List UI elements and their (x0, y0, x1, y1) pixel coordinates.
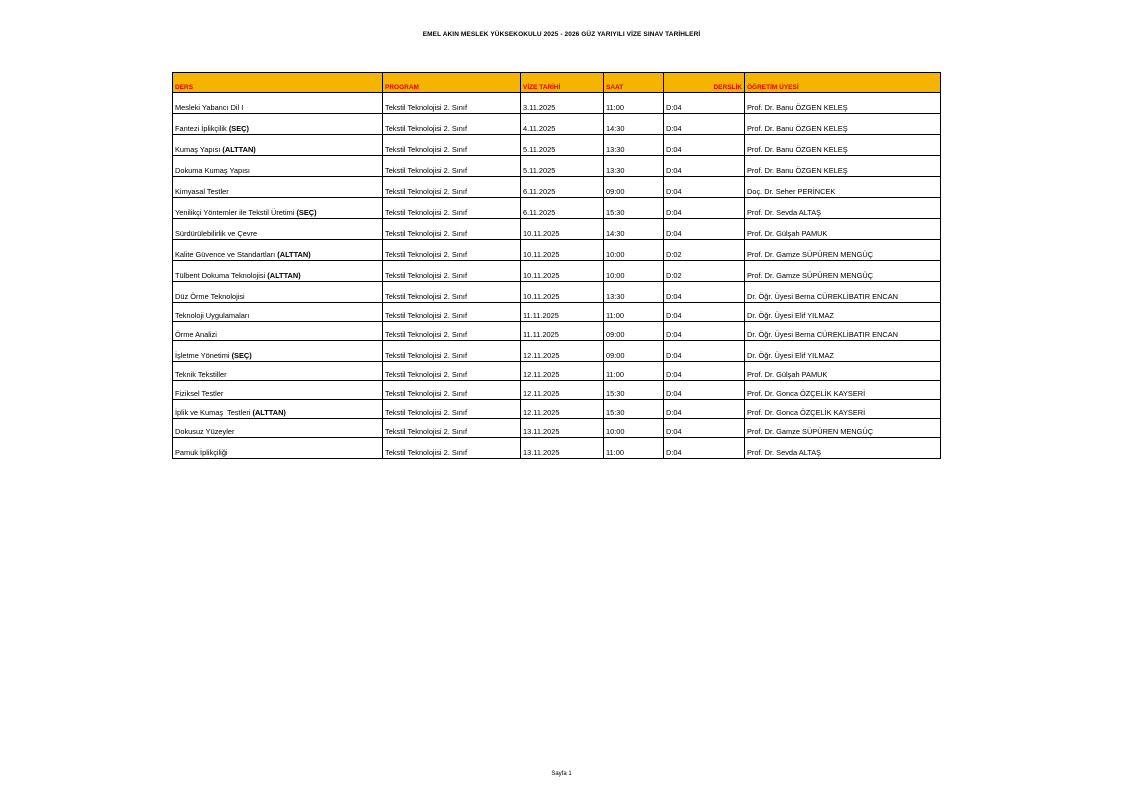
exam-schedule-table (172, 72, 941, 459)
cell-course (173, 177, 383, 198)
cell-program: Tekstil Teknolojisi 2. Sınıf (383, 341, 521, 362)
course-name: Yenilikçi Yöntemler ile Tekstil Üretimi (175, 208, 297, 217)
cell-instructor: Prof. Dr. Gamze SÜPÜREN MENGÜÇ (745, 419, 941, 438)
table-row (173, 438, 941, 459)
course-name: Kimyasal Testler (175, 187, 229, 196)
table-header-row (173, 73, 941, 93)
cell-instructor: Dr. Öğr. Üyesi Berna CÜREKLİBATIR ENCAN (745, 322, 941, 341)
cell-date: 10.11.2025 (521, 219, 604, 240)
cell-room: D:04 (664, 303, 745, 322)
course-name: Kalite Güvence ve Standartları (175, 250, 278, 259)
cell-instructor: Dr. Öğr. Üyesi Elif YILMAZ (745, 341, 941, 362)
header-ders: DERS (173, 73, 383, 93)
table-row (173, 303, 941, 322)
cell-time: 10:00 (604, 261, 664, 282)
cell-instructor: Prof. Dr. Gamze SÜPÜREN MENGÜÇ (745, 261, 941, 282)
course-name: Örme Analizi (175, 330, 217, 339)
table-row (173, 381, 941, 400)
cell-instructor: Prof. Dr. Gülşah PAMUK (745, 219, 941, 240)
cell-time: 13:30 (604, 135, 664, 156)
table-row (173, 177, 941, 198)
cell-program: Tekstil Teknolojisi 2. Sınıf (383, 198, 521, 219)
cell-course (173, 240, 383, 261)
cell-course (173, 219, 383, 240)
cell-program: Tekstil Teknolojisi 2. Sınıf (383, 282, 521, 303)
course-name: Fiziksel Testler (175, 389, 224, 398)
cell-room: D:02 (664, 240, 745, 261)
table-row (173, 156, 941, 177)
cell-date: 13.11.2025 (521, 438, 604, 459)
cell-room: D:04 (664, 438, 745, 459)
course-name: Fantezi İplikçilik (175, 124, 229, 133)
cell-room: D:04 (664, 419, 745, 438)
cell-course (173, 341, 383, 362)
cell-instructor: Prof. Dr. Gamze SÜPÜREN MENGÜÇ (745, 240, 941, 261)
cell-program: Tekstil Teknolojisi 2. Sınıf (383, 135, 521, 156)
cell-time: 09:00 (604, 322, 664, 341)
cell-date: 12.11.2025 (521, 362, 604, 381)
cell-instructor: Prof. Dr. Gülşah PAMUK (745, 362, 941, 381)
cell-time: 11:00 (604, 303, 664, 322)
cell-room: D:04 (664, 135, 745, 156)
table-row (173, 135, 941, 156)
cell-program: Tekstil Teknolojisi 2. Sınıf (383, 219, 521, 240)
cell-course (173, 261, 383, 282)
cell-time: 14:30 (604, 114, 664, 135)
cell-program: Tekstil Teknolojisi 2. Sınıf (383, 419, 521, 438)
cell-room: D:04 (664, 341, 745, 362)
cell-time: 11:00 (604, 93, 664, 114)
cell-program: Tekstil Teknolojisi 2. Sınıf (383, 303, 521, 322)
cell-time: 13:30 (604, 282, 664, 303)
course-name: Dokuma Kumaş Yapısı (175, 166, 250, 175)
course-tag: (ALTTAN) (252, 408, 286, 417)
cell-course (173, 135, 383, 156)
table-row (173, 322, 941, 341)
cell-instructor: Prof. Dr. Banu ÖZGEN KELEŞ (745, 93, 941, 114)
cell-course (173, 381, 383, 400)
cell-instructor: Prof. Dr. Gonca ÖZÇELİK KAYSERİ (745, 400, 941, 419)
cell-course (173, 198, 383, 219)
cell-instructor: Prof. Dr. Banu ÖZGEN KELEŞ (745, 156, 941, 177)
cell-room: D:02 (664, 261, 745, 282)
header-program: PROGRAM (383, 73, 521, 93)
cell-instructor: Dr. Öğr. Üyesi Elif YILMAZ (745, 303, 941, 322)
cell-course (173, 400, 383, 419)
cell-instructor: Prof. Dr. Gonca ÖZÇELİK KAYSERİ (745, 381, 941, 400)
header-saat: SAAT (604, 73, 664, 93)
course-name: Pamuk İplikçiliği (175, 448, 228, 457)
course-tag: (SEÇ) (228, 124, 249, 133)
cell-instructor: Prof. Dr. Sevda ALTAŞ (745, 438, 941, 459)
course-name: Tülbent Dokuma Teknolojisi (175, 271, 268, 280)
cell-room: D:04 (664, 400, 745, 419)
cell-date: 11.11.2025 (521, 322, 604, 341)
cell-instructor: Doç. Dr. Seher PERİNCEK (745, 177, 941, 198)
cell-time: 15:30 (604, 400, 664, 419)
table-row (173, 341, 941, 362)
cell-date: 10.11.2025 (521, 282, 604, 303)
cell-time: 09:00 (604, 177, 664, 198)
cell-instructor: Prof. Dr. Banu ÖZGEN KELEŞ (745, 114, 941, 135)
course-tag: (ALTTAN) (222, 145, 256, 154)
cell-date: 6.11.2025 (521, 198, 604, 219)
course-name: Sürdürülebilirlik ve Çevre (175, 229, 258, 238)
cell-time: 10:00 (604, 240, 664, 261)
cell-date: 6.11.2025 (521, 177, 604, 198)
table-row (173, 261, 941, 282)
cell-program: Tekstil Teknolojisi 2. Sınıf (383, 438, 521, 459)
course-name: Teknik Tekstiller (175, 370, 227, 379)
cell-program: Tekstil Teknolojisi 2. Sınıf (383, 322, 521, 341)
cell-date: 10.11.2025 (521, 240, 604, 261)
table-row (173, 93, 941, 114)
cell-date: 12.11.2025 (521, 400, 604, 419)
header-vize-tarihi: VİZE TARİHİ (521, 73, 604, 93)
cell-time: 13:30 (604, 156, 664, 177)
table-row (173, 362, 941, 381)
cell-program: Tekstil Teknolojisi 2. Sınıf (383, 261, 521, 282)
cell-room: D:04 (664, 93, 745, 114)
table-row (173, 419, 941, 438)
page-title: EMEL AKIN MESLEK YÜKSEKOKULU 2025 - 2026 GÜZ YARIYILI VİZE SINAV TARİHLERİ (422, 31, 701, 38)
table-row (173, 219, 941, 240)
course-name: Teknoloji Uygulamaları (175, 311, 250, 320)
cell-date: 5.11.2025 (521, 156, 604, 177)
cell-instructor: Dr. Öğr. Üyesi Berna CÜREKLİBATIR ENCAN (745, 282, 941, 303)
course-tag: (SEÇ) (231, 351, 252, 360)
cell-program: Tekstil Teknolojisi 2. Sınıf (383, 400, 521, 419)
cell-time: 11:00 (604, 438, 664, 459)
cell-room: D:04 (664, 177, 745, 198)
course-name: Kumaş Yapısı (175, 145, 223, 154)
cell-room: D:04 (664, 219, 745, 240)
cell-program: Tekstil Teknolojisi 2. Sınıf (383, 240, 521, 261)
cell-course (173, 362, 383, 381)
cell-course (173, 322, 383, 341)
page-number: Sayfa 1 (551, 771, 572, 777)
course-name: İplik ve Kumaş Testleri (175, 408, 253, 417)
cell-room: D:04 (664, 114, 745, 135)
cell-time: 15:30 (604, 198, 664, 219)
cell-time: 09:00 (604, 341, 664, 362)
cell-instructor: Prof. Dr. Banu ÖZGEN KELEŞ (745, 135, 941, 156)
course-name: İşletme Yönetimi (175, 351, 232, 360)
cell-date: 12.11.2025 (521, 381, 604, 400)
cell-time: 10:00 (604, 419, 664, 438)
cell-room: D:04 (664, 322, 745, 341)
cell-course (173, 114, 383, 135)
cell-instructor: Prof. Dr. Sevda ALTAŞ (745, 198, 941, 219)
header-derslik: DERSLİK (664, 73, 745, 93)
cell-course (173, 282, 383, 303)
cell-room: D:04 (664, 282, 745, 303)
cell-program: Tekstil Teknolojisi 2. Sınıf (383, 381, 521, 400)
course-tag: (ALTTAN) (267, 271, 301, 280)
course-name: Mesleki Yabancı Dil I (175, 103, 244, 112)
cell-course (173, 93, 383, 114)
cell-date: 12.11.2025 (521, 341, 604, 362)
cell-room: D:04 (664, 381, 745, 400)
cell-time: 14:30 (604, 219, 664, 240)
cell-date: 4.11.2025 (521, 114, 604, 135)
cell-time: 11:00 (604, 362, 664, 381)
table-row (173, 282, 941, 303)
cell-room: D:04 (664, 156, 745, 177)
cell-program: Tekstil Teknolojisi 2. Sınıf (383, 362, 521, 381)
cell-program: Tekstil Teknolojisi 2. Sınıf (383, 177, 521, 198)
cell-date: 5.11.2025 (521, 135, 604, 156)
cell-date: 11.11.2025 (521, 303, 604, 322)
course-tag: (SEÇ) (296, 208, 317, 217)
cell-course (173, 303, 383, 322)
cell-date: 3.11.2025 (521, 93, 604, 114)
table-row (173, 198, 941, 219)
table-row (173, 240, 941, 261)
table-row (173, 400, 941, 419)
cell-course (173, 438, 383, 459)
cell-program: Tekstil Teknolojisi 2. Sınıf (383, 114, 521, 135)
cell-course (173, 156, 383, 177)
cell-program: Tekstil Teknolojisi 2. Sınıf (383, 156, 521, 177)
course-tag: (ALTTAN) (277, 250, 311, 259)
cell-date: 10.11.2025 (521, 261, 604, 282)
cell-date: 13.11.2025 (521, 419, 604, 438)
cell-course (173, 419, 383, 438)
cell-room: D:04 (664, 362, 745, 381)
cell-time: 15:30 (604, 381, 664, 400)
cell-room: D:04 (664, 198, 745, 219)
header-ogretim-uyesi: ÖĞRETİM ÜYESİ (745, 73, 941, 93)
course-name: Düz Örme Teknolojisi (175, 292, 245, 301)
course-name: Dokusuz Yüzeyler (175, 427, 235, 436)
cell-program: Tekstil Teknolojisi 2. Sınıf (383, 93, 521, 114)
table-row (173, 114, 941, 135)
